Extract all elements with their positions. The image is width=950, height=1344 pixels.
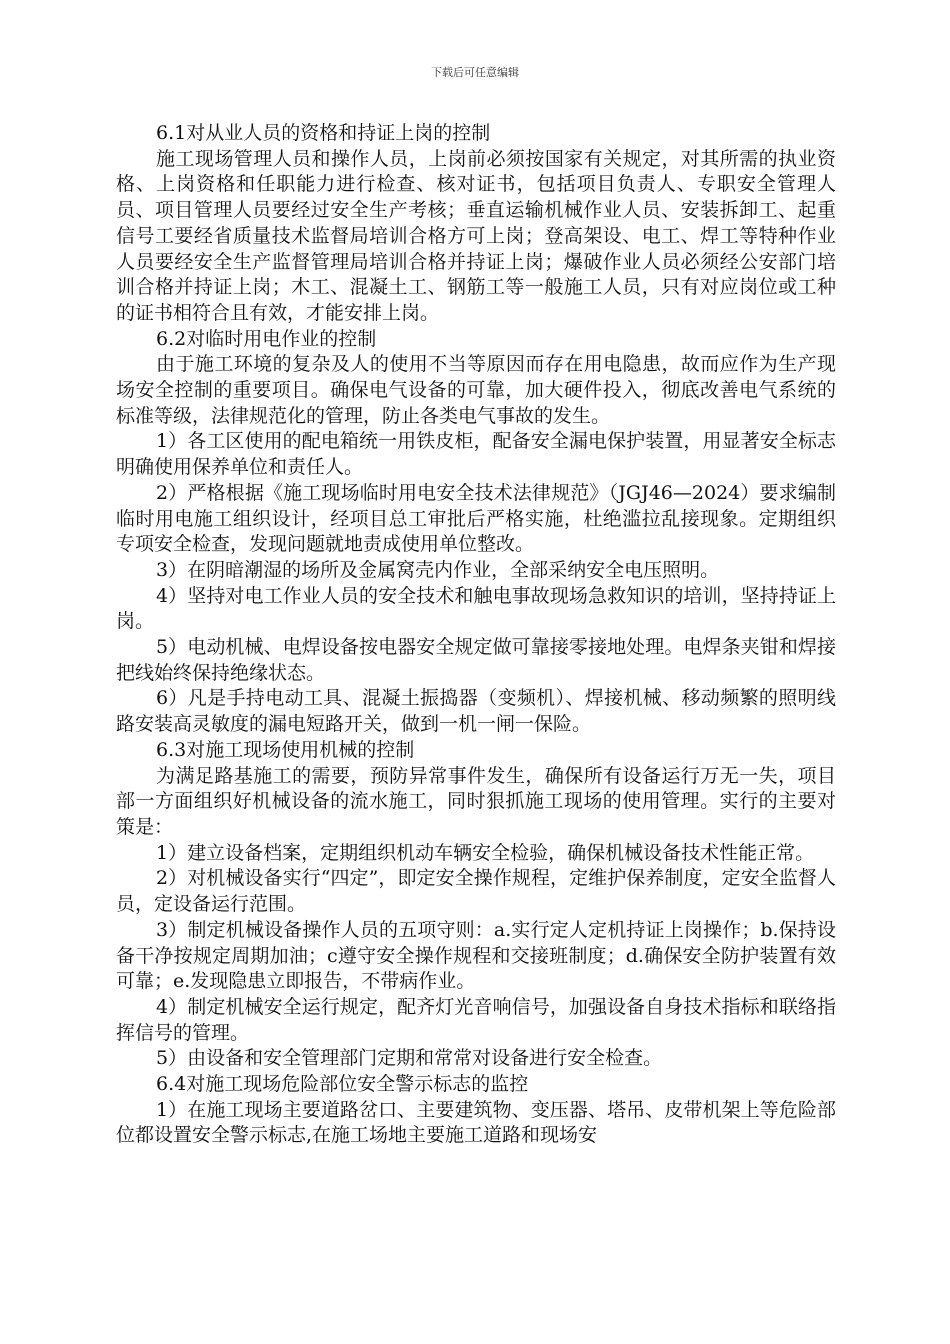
list-item: 1）各工区使用的配电箱统一用铁皮柜，配备安全漏电保护装置，用显著安全标志明确使用保养单位和责任人。 xyxy=(116,430,836,479)
list-item: 3）在阴暗潮湿的场所及金属窝壳内作业，全部采纳安全电压照明。 xyxy=(156,558,720,581)
list-item: 2）严格根据《施工现场临时用电安全技术法律规范》（JGJ46—2024）要求编制临时用电施工组织设计，经项目总工审批后严格实施，杜绝滥拉乱接现象。定期组织专项安全检查，发现问题就地责成使用单位整改。 xyxy=(116,481,836,556)
page-header: 下载后可任意编辑 xyxy=(431,66,519,79)
section-heading-6-3: 6.3对施工现场使用机械的控制 xyxy=(156,738,415,761)
paragraph: 施工现场管理人员和操作人员，上岗前必须按国家有关规定，对其所需的执业资格、上岗资格和任职能力进行检查、核对证书，包括项目负责人、专职安全管理人员、项目管理人员要经过安全生产考核；垂直运输机械作业人员、安装拆卸工、起重信号工要经省质量技术监督局培训合格方可上岗；登高架设、电工、焊工等特种作业人员要经安全生产监督管理局培训合格并持证上岗；爆破作业人员必须经公安部门培训合格并持证上岗；木工、混凝土工、钢筋工等一般施工人员，只有对应岗位或工种的证书相符合且有效，才能安排上岗。 xyxy=(116,147,836,324)
list-item: 1）建立设备档案，定期组织机动车辆安全检验，确保机械设备技术性能正常。 xyxy=(156,841,815,864)
paragraph: 为满足路基施工的需要，预防异常事件发生，确保所有设备运行万无一失，项目部一方面组织好机械设备的流水施工，同时狠抓施工现场的使用管理。实行的主要对策是： xyxy=(116,764,836,838)
section-heading-6-4: 6.4对施工现场危险部位安全警示标志的监控 xyxy=(156,1073,529,1096)
list-item: 6）凡是手持电动工具、混凝土振捣器（变频机）、焊接机械、移动频繁的照明线路安装高灵敏度的漏电短路开关，做到一机一闸一保险。 xyxy=(116,687,836,736)
section-heading-6-2: 6.2对临时用电作业的控制 xyxy=(156,327,377,350)
list-item: 5）电动机械、电焊设备按电器安全规定做可靠接零接地处理。电焊条夹钳和焊接把线始终保持绝缘状态。 xyxy=(116,636,836,684)
list-item: 4）坚持对电工作业人员的安全技术和触电事故现场急救知识的培训，坚持持证上岗。 xyxy=(116,584,836,633)
list-item: 3）制定机械设备操作人员的五项守则：a.实行定人定机持证上岗操作；b.保持设备干净按规定周期加油；c遵守安全操作规程和交接班制度；d.确保安全防护装置有效可靠；e.发现隐患立即报告，不带病作业。 xyxy=(116,918,836,993)
section-heading-6-1: 6.1对从业人员的资格和持证上岗的控制 xyxy=(156,122,491,144)
list-item: 1）在施工现场主要道路岔口、主要建筑物、变压器、塔吊、皮带机架上等危险部位都设置安全警示标志,在施工场地主要施工道路和现场安 xyxy=(116,1098,836,1147)
list-item: 4）制定机械安全运行规定，配齐灯光音响信号，加强设备自身技术指标和联络指挥信号的管理。 xyxy=(116,995,836,1044)
document-body xyxy=(116,121,836,1149)
list-item: 2）对机械设备实行“四定”，即定安全操作规程，定维护保养制度，定安全监督人员，定设备运行范围。 xyxy=(116,867,836,916)
list-item: 5）由设备和安全管理部门定期和常常对设备进行安全检查。 xyxy=(156,1047,663,1070)
paragraph: 由于施工环境的复杂及人的使用不当等原因而存在用电隐患，故而应作为生产现场安全控制的重要项目。确保电气设备的可靠，加大硬件投入，彻底改善电气系统的标准等级，法律规范化的管理，防止各类电气事故的发生。 xyxy=(116,353,836,427)
